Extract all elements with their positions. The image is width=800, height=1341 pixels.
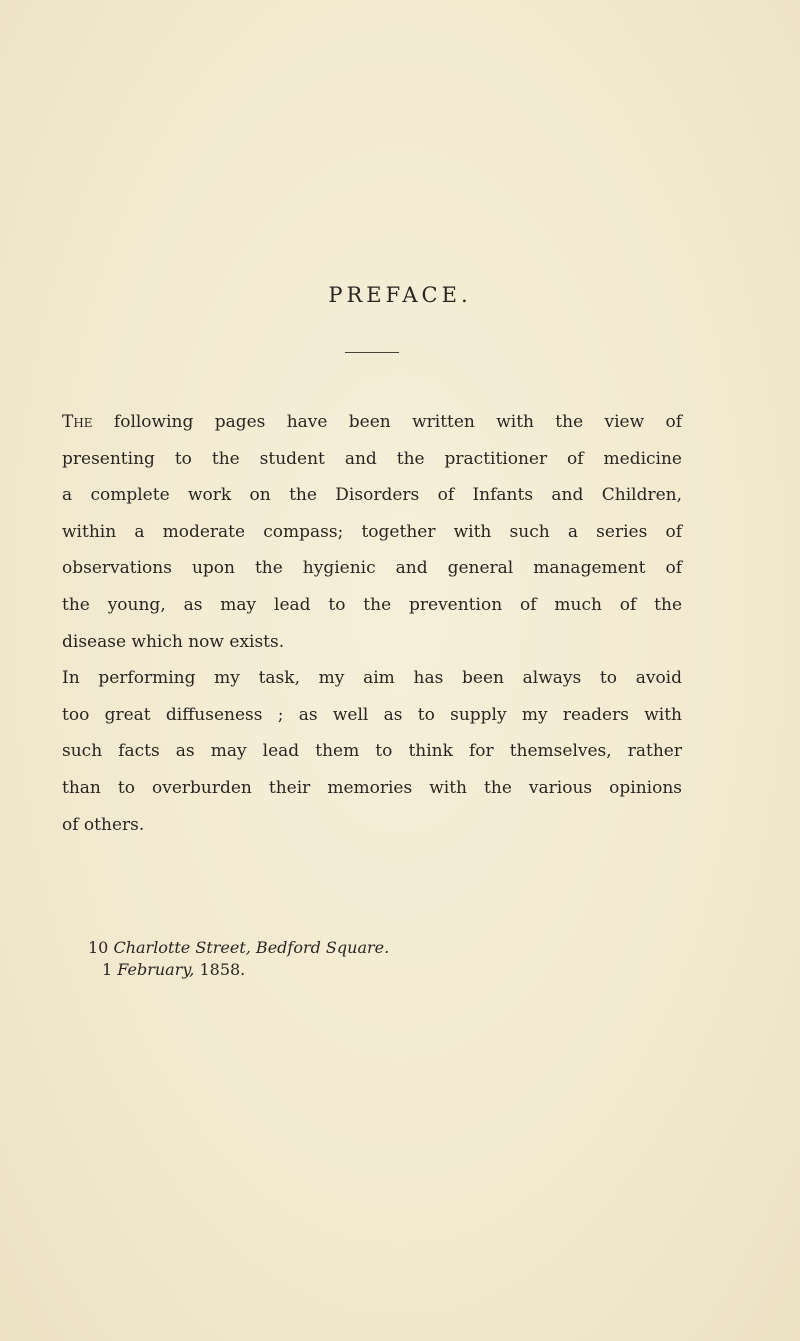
paragraph-2-line-3: such facts as may lead them to think for themselves, rather — [62, 741, 682, 762]
paragraph-2-line-4: than to overburden their memories with the various opinions — [62, 777, 682, 798]
paragraph-1-line-2: presenting to the student and the practitioner of medicine — [62, 448, 682, 469]
paragraph-1-line-1-text: following pages have been written with the view of — [92, 412, 682, 432]
paragraph-2-line-5: of others. — [62, 814, 145, 835]
paragraph-2-line-1: In performing my task, my aim has been always to avoid — [62, 668, 682, 689]
preface-body — [62, 404, 682, 843]
paragraph-1-line-7: disease which now exists. — [62, 631, 285, 652]
date-day: 1 — [102, 960, 113, 979]
drop-first-word: The — [62, 412, 93, 432]
paragraph-1-line-4: within a moderate compass; together with such a series of — [62, 521, 682, 542]
address-street: Charlotte Street, Bedford Square. — [113, 938, 390, 957]
paragraph-1-line-5: observations upon the hygienic and general management of — [62, 558, 682, 579]
paragraph-1-line-6: the young, as may lead to the prevention of much of the — [62, 594, 682, 615]
signature-date — [88, 959, 389, 981]
date-year: 1858. — [199, 960, 246, 979]
address-number: 10 — [88, 938, 109, 957]
paragraph-2-line-2: too great diffuseness ; as well as to supply my readers with — [62, 704, 682, 725]
page-title: PREFACE. — [328, 283, 472, 307]
title-divider — [345, 352, 399, 353]
paragraph-1-line-3: a complete work on the Disorders of Infants and Children, — [62, 485, 682, 506]
signature-block — [88, 937, 389, 981]
date-month: February, — [117, 960, 195, 979]
signature-address — [88, 937, 389, 959]
paragraph-1-line-1 — [62, 404, 682, 441]
